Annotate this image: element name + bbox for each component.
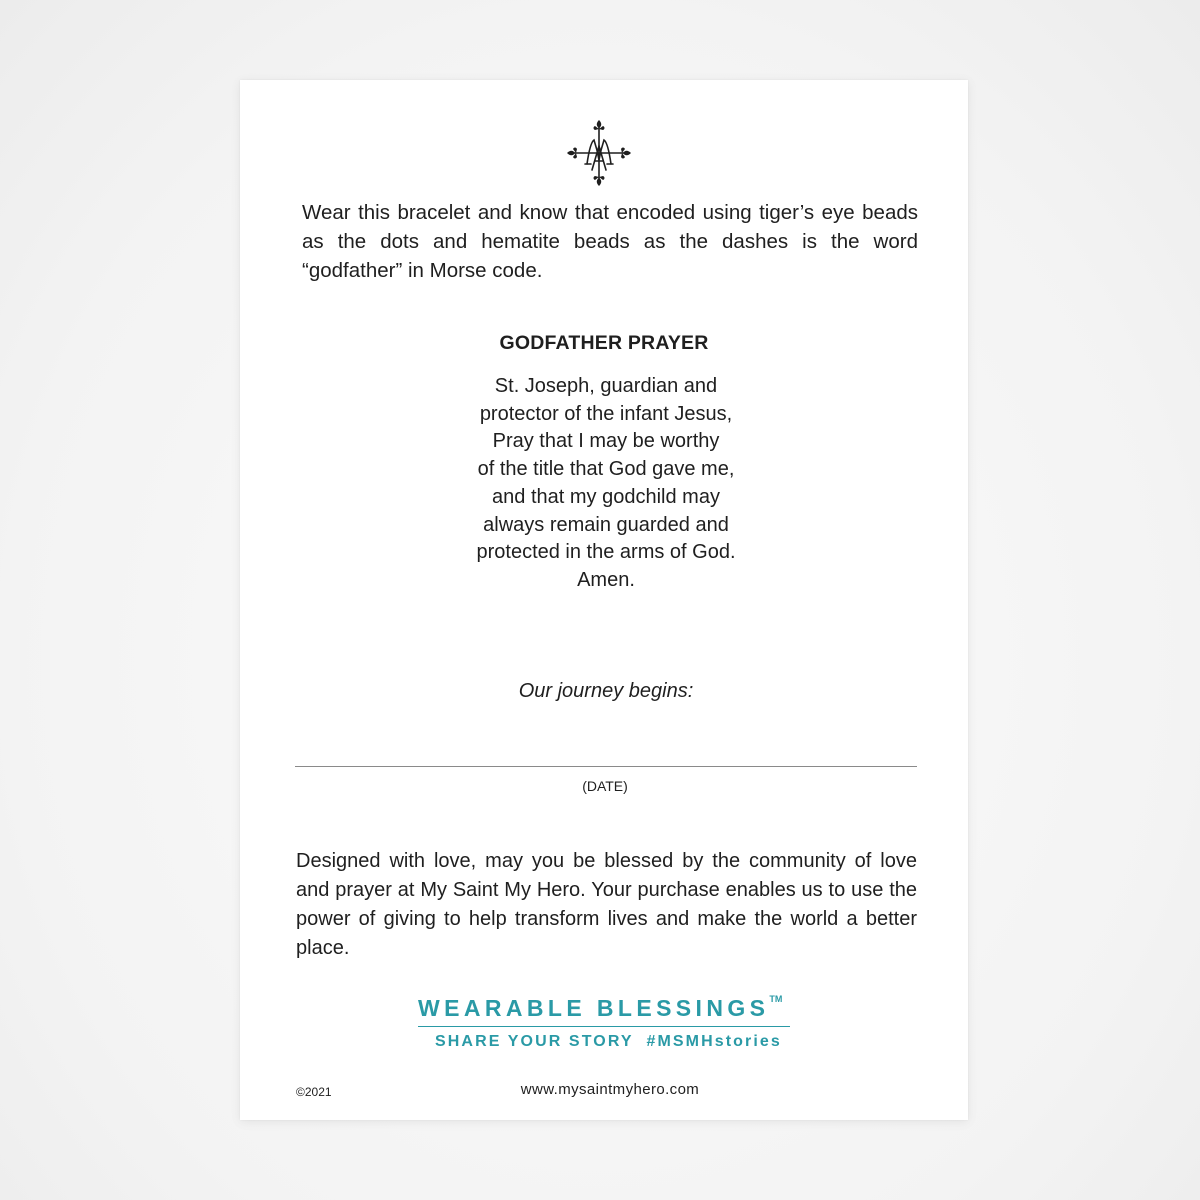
intro-paragraph: Wear this bracelet and know that encoded using tiger’s eye beads as the dots and hematite beads as the dashes is the word “godfather” in Morse code.	[302, 201, 918, 282]
brand-title	[418, 985, 798, 1022]
date-signature-line	[295, 766, 917, 767]
prayer-line: protected in the arms of God.	[476, 541, 736, 564]
copyright-notice: ©2021	[296, 1085, 332, 1099]
prayer-line: of the title that God gave me,	[477, 458, 735, 481]
brand-subtitle-text: SHARE YOUR STORY #MSMHstories	[435, 1033, 782, 1050]
prayer-line: Pray that I may be worthy	[492, 430, 720, 453]
prayer-text	[240, 373, 972, 595]
prayer-title: GODFATHER PRAYER	[499, 332, 709, 354]
date-label: (DATE)	[582, 778, 628, 794]
brand-title-text: WEARABLE BLESSINGS	[418, 995, 770, 1021]
card-content	[240, 80, 968, 1120]
trademark-mark: TM	[769, 994, 783, 1004]
prayer-card	[240, 80, 968, 1120]
closing-paragraph: Designed with love, may you be blessed by the community of love and prayer at My Saint My Hero. Your purchase enables us to use the power of giving to help transform lives and make the world a better place.	[296, 850, 917, 959]
prayer-line: St. Joseph, guardian and	[494, 375, 718, 397]
prayer-line: and that my godchild may	[492, 485, 720, 508]
website-link: www.mysaintmyhero.com	[520, 1081, 700, 1098]
prayer-line: Amen.	[577, 568, 635, 591]
journey-heading: Our journey begins:	[518, 680, 694, 702]
prayer-line: always remain guarded and	[483, 513, 729, 536]
brand-subtitle	[418, 1033, 798, 1051]
brand-block	[418, 985, 798, 1051]
brand-divider	[418, 1026, 790, 1027]
cross-monogram-icon	[567, 120, 631, 186]
prayer-line: protector of the infant Jesus,	[479, 402, 733, 425]
